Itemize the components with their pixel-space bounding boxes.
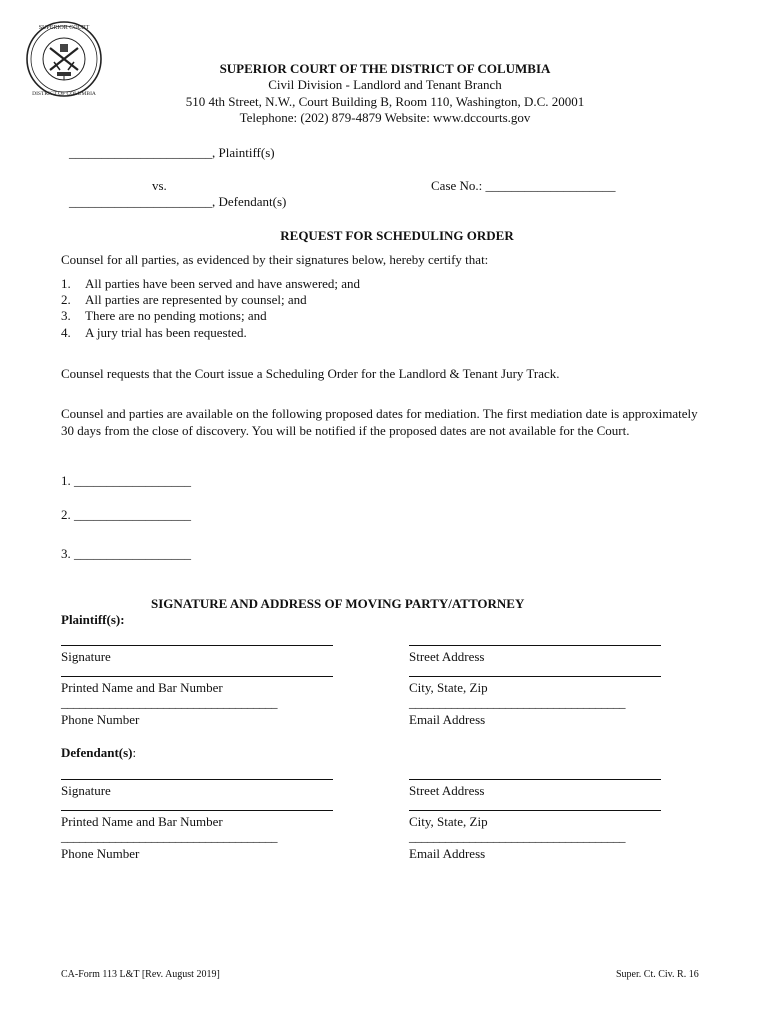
- mediation-paragraph: Counsel and parties are available on the following proposed dates for mediation. The first mediation date is approximately 30 days from the close of discovery. You will be notified if the proposed dates are not available for the Court.: [61, 406, 698, 438]
- plaintiff-phone-label: Phone Number: [61, 712, 140, 727]
- signature-section-heading: SIGNATURE AND ADDRESS OF MOVING PARTY/ATTORNEY: [151, 596, 525, 611]
- rule-citation: Super. Ct. Civ. R. 16: [616, 969, 699, 980]
- defendant-section-label: Defendant(s):: [61, 745, 137, 760]
- court-address: 510 4th Street, N.W., Court Building B, Room 110, Washington, D.C. 20001: [185, 94, 585, 109]
- defendant-street-line[interactable]: [409, 779, 661, 780]
- svg-text:DISTRICT OF COLUMBIA: DISTRICT OF COLUMBIA: [32, 91, 96, 97]
- plaintiff-signature-label: Signature: [61, 649, 111, 664]
- svg-text:SUPERIOR COURT: SUPERIOR COURT: [38, 25, 90, 31]
- defendant-signature-line[interactable]: [61, 779, 333, 780]
- plaintiff-city-label: City, State, Zip: [409, 680, 488, 695]
- form-title: REQUEST FOR SCHEDULING ORDER: [280, 228, 514, 243]
- vs-label: vs.: [152, 178, 167, 193]
- defendant-phone-label: Phone Number: [61, 846, 140, 861]
- plaintiff-printed-name-line[interactable]: [61, 676, 333, 677]
- defendant-signature-label: Signature: [61, 783, 111, 798]
- defendant-printed-name-line[interactable]: [61, 810, 333, 811]
- court-contact: Telephone: (202) 879-4879 Website: www.dccourts.gov: [239, 110, 531, 125]
- plaintiff-printed-name-label: Printed Name and Bar Number: [61, 680, 223, 695]
- division-line: Civil Division - Landlord and Tenant Branch: [268, 77, 502, 92]
- mediation-date-field-3[interactable]: 3. __________________: [61, 546, 191, 561]
- plaintiff-street-label: Street Address: [409, 649, 485, 664]
- mediation-date-field-1[interactable]: 1. __________________: [61, 473, 191, 488]
- list-item: 4. A jury trial has been requested.: [61, 325, 247, 340]
- certification-intro: Counsel for all parties, as evidenced by their signatures below, hereby certify that:: [61, 252, 489, 267]
- plaintiff-section-label: Plaintiff(s):: [61, 612, 125, 627]
- case-number-field[interactable]: Case No.: ____________________: [431, 178, 616, 193]
- plaintiff-signature-line[interactable]: [61, 645, 333, 646]
- list-item: 2. All parties are represented by counsel; and: [61, 292, 307, 307]
- defendant-email-line[interactable]: ____________________________________: [409, 829, 625, 844]
- plaintiff-phone-line[interactable]: ____________________________________: [61, 695, 277, 710]
- list-item: 1. All parties have been served and have answered; and: [61, 276, 361, 291]
- plaintiff-email-label: Email Address: [409, 712, 486, 727]
- list-item: 3. There are no pending motions; and: [61, 308, 267, 323]
- court-name: SUPERIOR COURT OF THE DISTRICT OF COLUMBIA: [219, 61, 551, 76]
- plaintiff-street-line[interactable]: [409, 645, 661, 646]
- defendant-email-label: Email Address: [409, 846, 486, 861]
- plaintiff-email-line[interactable]: ____________________________________: [409, 695, 625, 710]
- defendant-street-label: Street Address: [409, 783, 485, 798]
- form-identifier: CA-Form 113 L&T [Rev. August 2019]: [61, 969, 220, 980]
- defendant-city-line[interactable]: [409, 810, 661, 811]
- defendant-phone-line[interactable]: ____________________________________: [61, 829, 277, 844]
- mediation-date-field-2[interactable]: 2. __________________: [61, 507, 191, 522]
- scheduling-request-text: Counsel requests that the Court issue a Scheduling Order for the Landlord & Tenant Jury Track.: [61, 366, 560, 381]
- defendant-printed-name-label: Printed Name and Bar Number: [61, 814, 223, 829]
- defendant-city-label: City, State, Zip: [409, 814, 488, 829]
- plaintiff-caption-field[interactable]: ______________________, Plaintiff(s): [69, 145, 275, 160]
- plaintiff-city-line[interactable]: [409, 676, 661, 677]
- defendant-caption-field[interactable]: ______________________, Defendant(s): [69, 194, 287, 209]
